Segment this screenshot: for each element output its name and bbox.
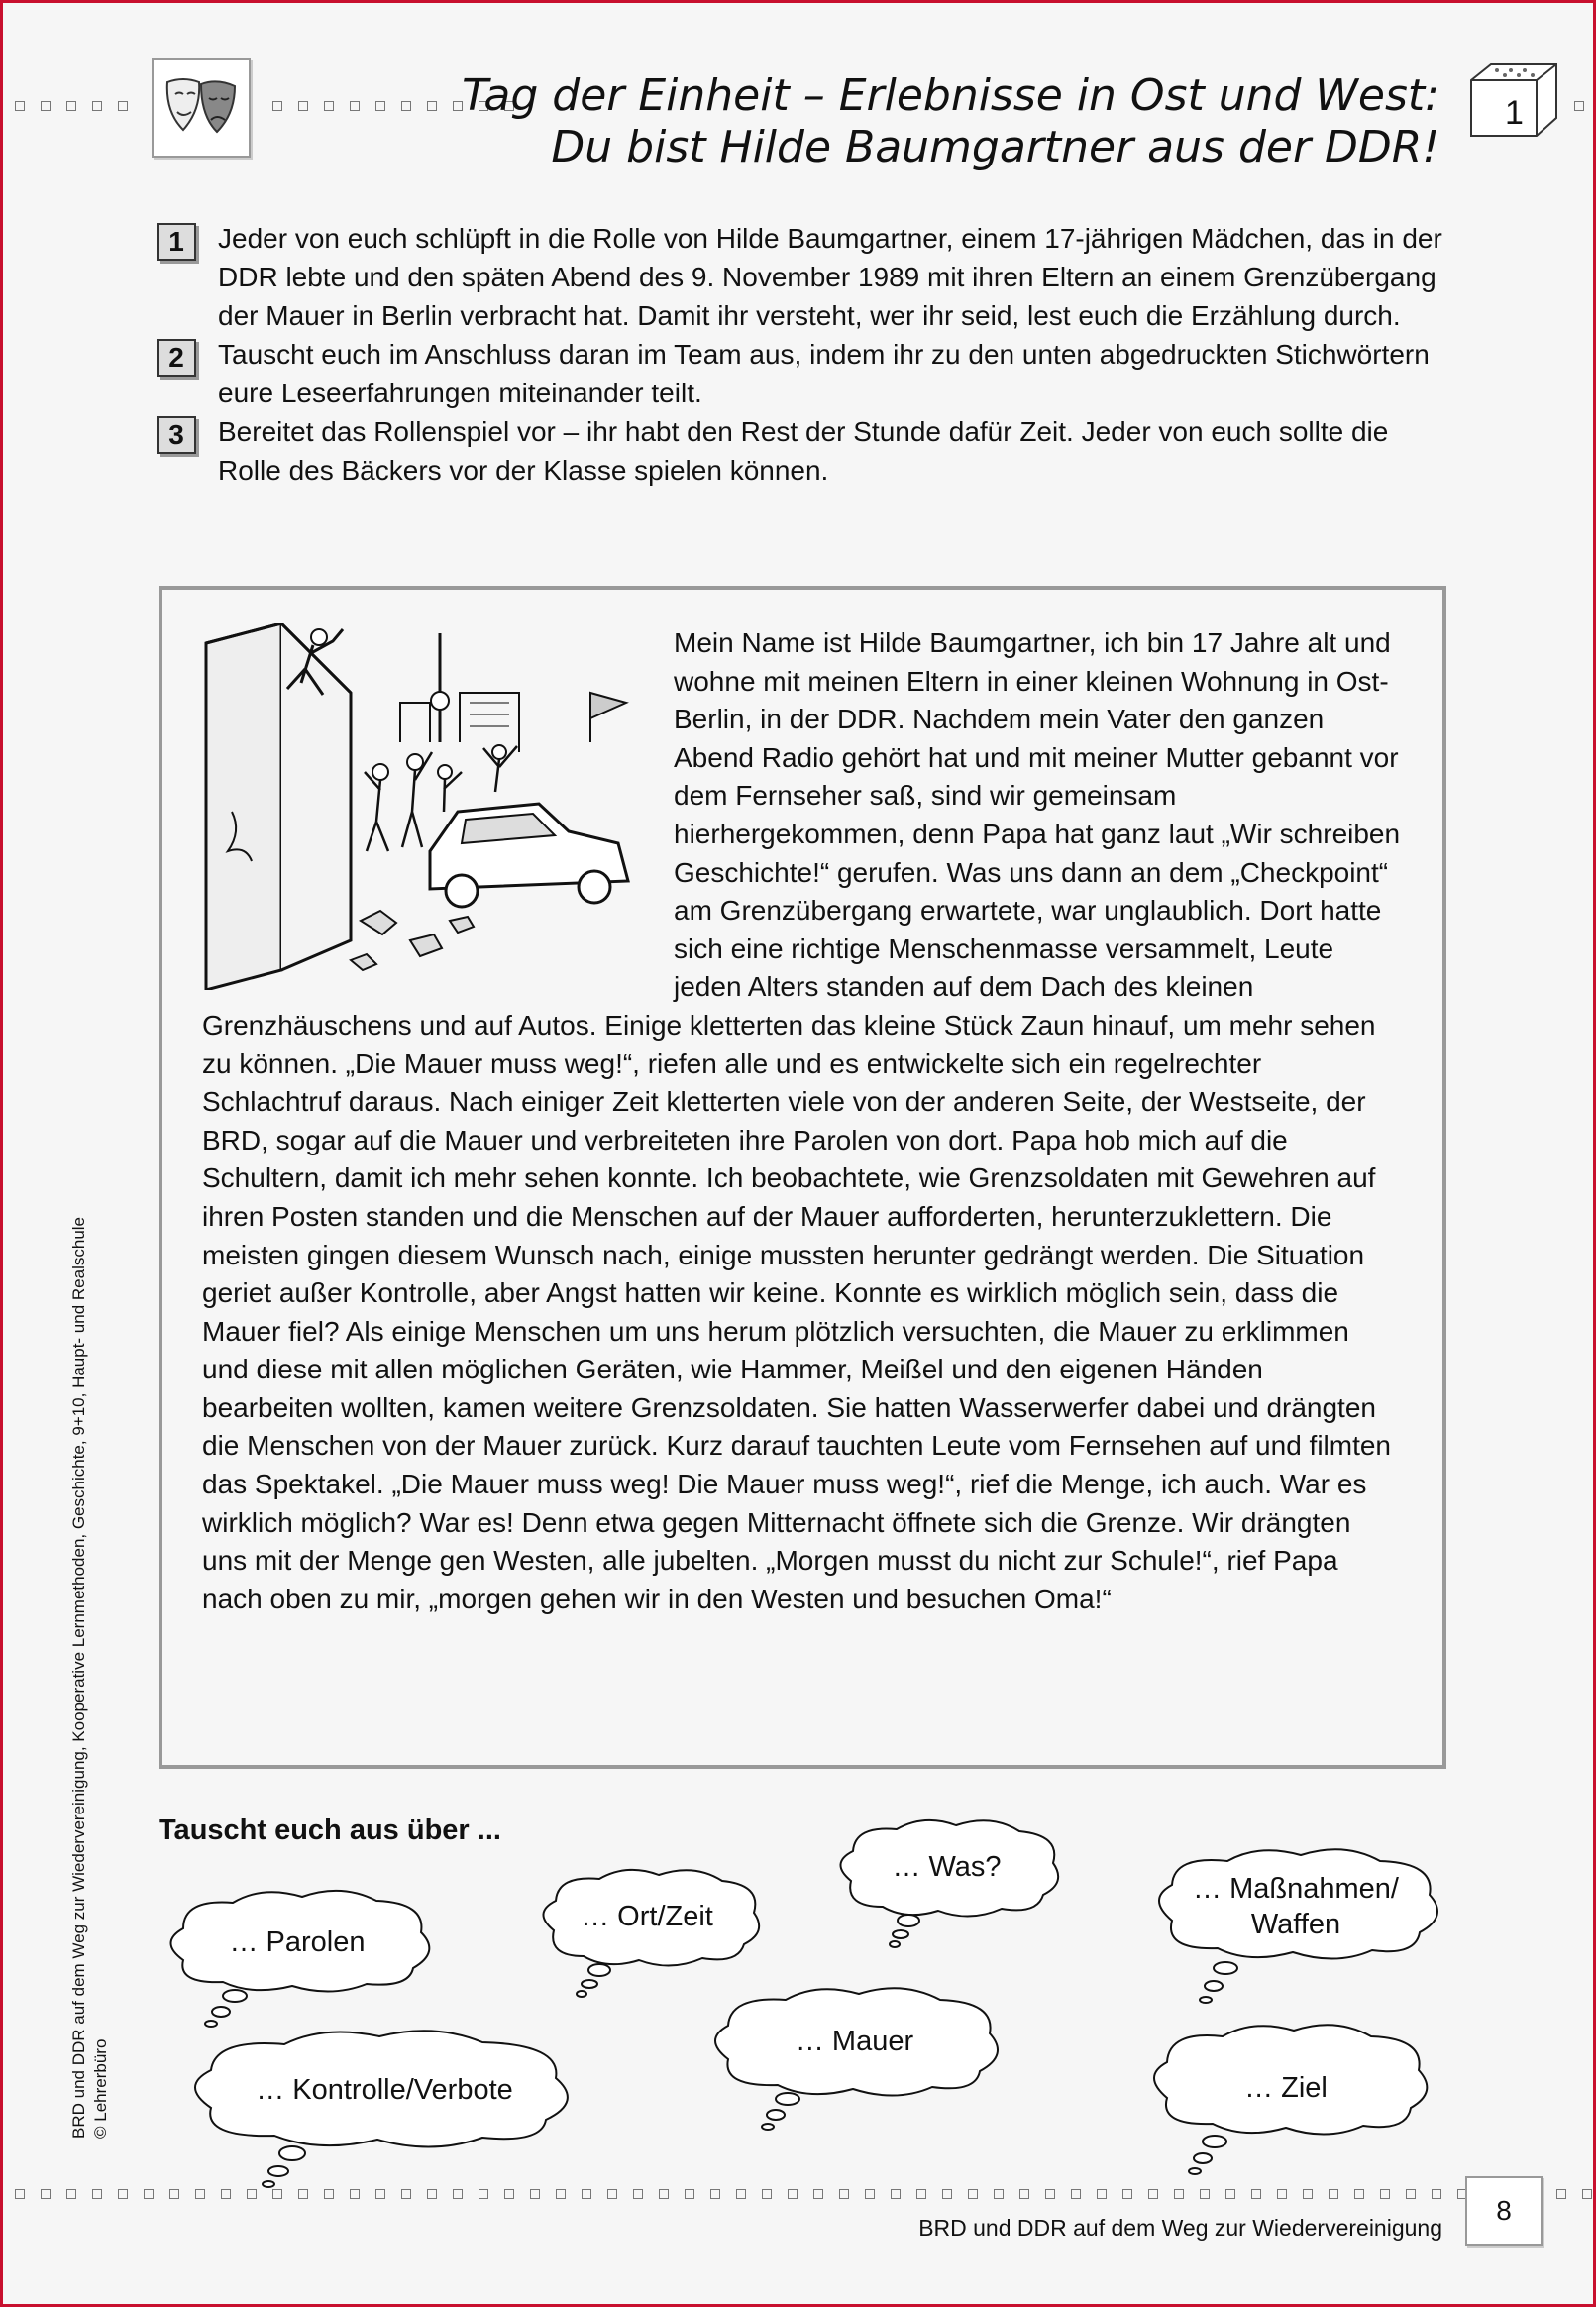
berlin-wall-illustration <box>202 623 638 990</box>
task-number: 2 <box>157 339 196 377</box>
bottom-dot-row <box>15 2189 1544 2199</box>
title-line-2: Du bist Hilde Baumgartner aus der DDR! <box>551 122 1439 172</box>
story-text: Mein Name ist Hilde Baumgartner, ich bin 17 Jahre alt und wohne mit meinen Eltern in einer kleinen Wohnung in Ost-Berlin, in der DDR. Nachdem mein Vater den ganzen Abend Radio gehört hat und mit meiner Mutter gebannt vor dem Fernseher saß, sind wir gemeinsam hierhergekommen, denn Papa hat ganz laut „Wir schreiben Geschichte!“ gerufen. Was uns dann an dem „Checkpoint“ am Grenzübergang erwartete, war unglaublich. Dort hatte sich eine richtige Menschenmasse versammelt, Leute jeden Alters standen auf dem Dach des kleinen Grenzhäuschens und auf Autos. Einige kletterten das kleine Stück Zaun hinauf, um mehr sehen zu können. „Die Mauer muss weg!“, riefen alle und es entwickelte sich ein regelrechter Schlachtruf daraus. Nach einiger Zeit kletterten viele von der anderen Seite, der Westseite, der BRD, sogar auf die Mauer und verbreiteten ihre Parolen von dort. Papa hob mich auf die Schultern, damit ich mehr sehen konnte. Ich beobachtete, wie Grenzsoldaten mit Gewehren auf ihren Posten standen und die Menschen auf der Mauer aufforderten, herunterzuklettern. Die meisten gingen diesem Wunsch nach, einige mussten herunter gedrängt werden. Die Situation geriet außer Kontrolle, aber Angst hatten wir keine. Konnte es wirklich möglich sein, dass die Mauer fiel? Als einige Menschen um uns herum plötzlich versuchten, die Mauer zu erklimmen und diese mit allen möglichen Geräten, wie Hammer, Meißel und den eigenen Händen bearbeiten wollten, kamen weitere Grenzsoldaten. Sie hatten Wasserwerfer dabei und drängten die Menschen von der Mauer zurück. Kurz darauf tauchten Leute vom Fernsehen auf und filmten das Spektakel. „Die Mauer muss weg! Die Mauer muss weg!“, rief die Menge, ich auch. War es wirklich möglich? War es! Denn etwa gegen Mitternacht öffnete sich die Grenze. Wir drängten uns mit der Menge gen Westen, alle jubelten. „Morgen musst du nicht zur Schule!“, rief Papa nach oben zu mir, „morgen gehen wir in den Westen und besuchen Oma!“ <box>202 627 1401 1614</box>
top-dot-row-left <box>15 101 128 111</box>
brick-number: 1 <box>1505 94 1524 132</box>
theatre-masks-icon <box>152 58 251 158</box>
thought-cloud-ziel <box>1137 2015 1435 2178</box>
thought-cloud-mauer <box>698 1980 1011 2134</box>
top-dot-row-right <box>1574 101 1584 111</box>
thought-cloud-ort-zeit <box>528 1861 766 2000</box>
cloud-label: … Parolen <box>229 1926 366 1958</box>
page-title <box>462 70 1439 173</box>
cloud-label: … Kontrolle/Verbote <box>256 2074 513 2106</box>
page-number: 8 <box>1465 2176 1543 2246</box>
bottom-dot-row-right <box>1556 2189 1592 2199</box>
cloud-label: … Ort/Zeit <box>581 1901 713 1932</box>
task-item <box>157 219 1449 335</box>
task-item <box>157 335 1449 412</box>
task-number: 1 <box>157 223 196 261</box>
task-number: 3 <box>157 416 196 454</box>
task-item <box>157 412 1449 490</box>
side-credit-line-2: © Lehrerbüro <box>91 2038 110 2139</box>
brick-icon <box>1465 58 1560 142</box>
story-box <box>159 586 1446 1769</box>
cloud-label: … Mauer <box>795 2026 914 2057</box>
footer-title: BRD und DDR auf dem Weg zur Wiedervereinigung <box>918 2215 1442 2241</box>
thought-cloud-massnahmen <box>1142 1841 1449 2015</box>
cloud-label: … Was? <box>892 1851 1002 1883</box>
cloud-label: Waffen <box>1250 1909 1341 1940</box>
task-text: Tauscht euch im Anschluss daran im Team aus, indem ihr zu den unten abgedruckten Stichwörtern eure Leseerfahrungen miteinander teilt. <box>218 339 1430 408</box>
exchange-heading: Tauscht euch aus über ... <box>159 1814 501 1846</box>
side-credit <box>68 1048 112 2139</box>
task-text: Jeder von euch schlüpft in die Rolle von Hilde Baumgartner, einem 17-jährigen Mädchen, das in der DDR lebte und den späten Abend des 9. November 1989 mit ihren Eltern an einem Grenzübergang der Mauer in Berlin verbracht hat. Damit ihr versteht, wer ihr seid, lest euch die Erzählung durch. <box>218 223 1442 331</box>
cloud-label: … Maßnahmen/ <box>1193 1873 1399 1905</box>
thought-cloud-parolen <box>154 1881 441 2030</box>
task-list <box>157 219 1449 490</box>
cloud-label: … Ziel <box>1244 2072 1328 2104</box>
thought-cloud-kontrolle <box>175 2023 593 2191</box>
side-credit-line-1: BRD und DDR auf dem Weg zur Wiedervereinigung, Kooperative Lernmethoden, Geschichte, 9+10, Haupt- und Realschule <box>69 1216 88 2139</box>
task-text: Bereitet das Rollenspiel vor – ihr habt den Rest der Stunde dafür Zeit. Jeder von euch sollte die Rolle des Bäckers vor der Klasse spielen können. <box>218 416 1389 486</box>
thought-cloud-was <box>825 1812 1068 1950</box>
title-line-1: Tag der Einheit – Erlebnisse in Ost und West: <box>462 70 1439 121</box>
